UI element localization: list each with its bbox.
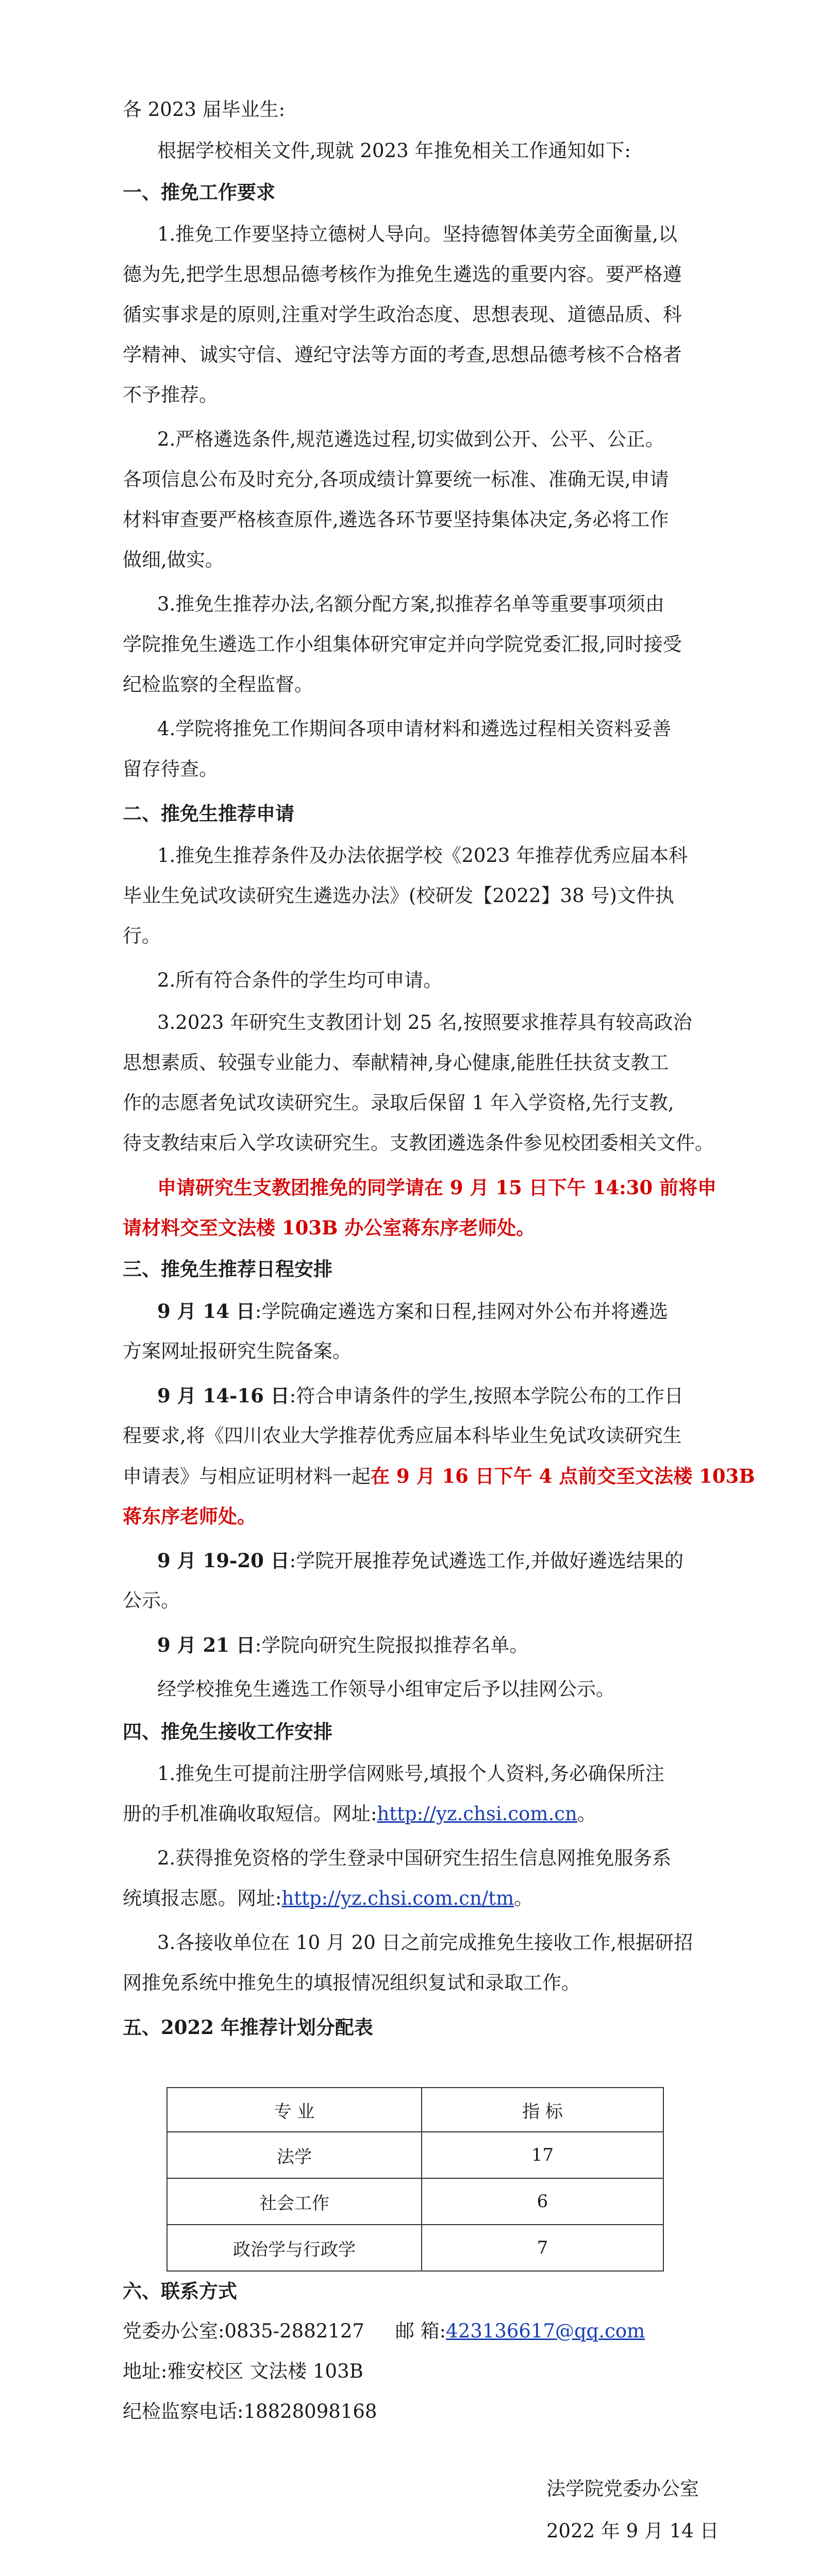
s3-day2-line-3 (123, 1464, 755, 1488)
s3-day4 (157, 1633, 528, 1657)
quota-table (166, 2087, 664, 2272)
s4-p2-line-2 (123, 1887, 533, 1910)
section-5-title: 五、2022 年推荐计划分配表 (123, 2016, 373, 2039)
header-quota: 指 标 (422, 2088, 663, 2132)
s2-red-notice-line-1: 申请研究生支教团推免的同学请在 9 月 15 日下午 14:30 前将申 (157, 1176, 717, 1199)
s1-p2-line-3: 材料审查要严格核查原件,遴选各环节要坚持集体决定,务必将工作 (123, 509, 669, 531)
s1-p1-line-2: 德为先,把学生思想品德考核作为推免生遴选的重要内容。要严格遵 (123, 263, 682, 285)
s1-p1-line-1: 1.推免工作要坚持立德树人导向。坚持德智体美劳全面衡量,以 (157, 223, 678, 245)
s3-day1-date: 9 月 14 日 (157, 1300, 255, 1323)
s1-p4-line-1: 4.学院将推免工作期间各项申请材料和遴选过程相关资料妥善 (157, 718, 672, 740)
intro-paragraph: 根据学校相关文件,现就 2023 年推免相关工作通知如下: (157, 140, 631, 162)
s2-p1-line-3: 行。 (123, 925, 161, 947)
s4-p2-text: 统填报志愿。网址: (123, 1887, 282, 1909)
s1-p2-line-1: 2.严格遴选条件,规范遴选过程,切实做到公开、公平、公正。 (157, 428, 664, 450)
s3-day3-date: 9 月 19-20 日 (157, 1549, 290, 1572)
s4-p1-line-2 (123, 1802, 596, 1826)
quota-cell: 17 (422, 2132, 663, 2178)
s4-p1-end: 。 (577, 1803, 596, 1825)
s3-day2-line-2: 程要求,将《四川农业大学推荐优秀应届本科毕业生免试攻读研究生 (123, 1425, 682, 1447)
s1-p3-line-3: 纪检监察的全程监督。 (123, 673, 313, 696)
office-phone: 党委办公室:0835-2882127 (123, 2320, 364, 2342)
major-cell: 政治学与行政学 (167, 2225, 422, 2271)
s4-p3-line-2: 网推免系统中推免生的填报情况组织复试和录取工作。 (123, 1972, 580, 1994)
s2-p1-line-2: 毕业生免试攻读研究生遴选办法》(校研发【2022】38 号)文件执 (123, 885, 674, 907)
signature-org: 法学院党委办公室 (546, 2478, 699, 2500)
s2-p3-line-3: 作的志愿者免试攻读研究生。录取后保留 1 年入学资格,先行支教, (123, 1092, 674, 1114)
s4-p3-line-1: 3.各接收单位在 10 月 20 日之前完成推免生接收工作,根据研招 (157, 1931, 693, 1954)
quota-cell: 7 (422, 2225, 663, 2271)
section-4-title: 四、推免生接收工作安排 (123, 1720, 332, 1743)
table-row (167, 2225, 663, 2271)
chsi-link[interactable]: http://yz.chsi.com.cn (377, 1803, 577, 1825)
section-1-title: 一、推免工作要求 (123, 181, 275, 204)
chsi-tm-link[interactable]: http://yz.chsi.com.cn/tm (281, 1887, 514, 1909)
s3-day2-line-1 (157, 1384, 683, 1408)
s1-p2-line-4: 做细,做实。 (123, 549, 224, 571)
s4-p2-line-1: 2.获得推免资格的学生登录中国研究生招生信息网推免服务系 (157, 1847, 672, 1869)
email-link[interactable]: 423136617@qq.com (446, 2320, 645, 2342)
s3-day3-line-1 (157, 1549, 683, 1573)
s3-day4-text: :学院向研究生院报拟推荐名单。 (255, 1634, 529, 1656)
s3-day2-date: 9 月 14-16 日 (157, 1384, 290, 1407)
table-row (167, 2132, 663, 2178)
s3-publicity: 经学校推免生遴选工作领导小组审定后予以挂网公示。 (157, 1678, 615, 1700)
quota-cell: 6 (422, 2178, 663, 2225)
s1-p4-line-2: 留存待查。 (123, 758, 218, 780)
s2-p1-line-1: 1.推免生推荐条件及办法依据学校《2023 年推荐优秀应届本科 (157, 844, 688, 867)
s2-p2: 2.所有符合条件的学生均可申请。 (157, 969, 443, 991)
signature-date: 2022 年 9 月 14 日 (546, 2520, 719, 2542)
s3-day3-text: :学院开展推荐免试遴选工作,并做好遴选结果的 (289, 1550, 683, 1572)
s1-p1-line-3: 循实事求是的原则,注重对学生政治态度、思想表现、道德品质、科 (123, 303, 682, 326)
s3-day2-deadline-line-2: 蒋东序老师处。 (123, 1505, 256, 1528)
s3-day1-text: :学院确定遴选方案和日程,挂网对外公布并将遴选 (255, 1300, 669, 1323)
s1-p1-line-5: 不予推荐。 (123, 384, 218, 406)
mail-label: 邮 箱: (395, 2320, 446, 2342)
s2-p3-line-1: 3.2023 年研究生支教团计划 25 名,按照要求推荐具有较高政治 (157, 1011, 692, 1033)
s4-p1-line-1: 1.推免生可提前注册学信网账号,填报个人资料,务必确保所注 (157, 1762, 664, 1785)
table-row (167, 2178, 663, 2225)
s3-day2-text-3: 申请表》与相应证明材料一起 (123, 1465, 371, 1487)
s2-red-notice-line-2: 请材料交至文法楼 103B 办公室蒋东序老师处。 (123, 1216, 536, 1239)
s2-p3-line-4: 待支教结束后入学攻读研究生。支教团遴选条件参见校团委相关文件。 (123, 1132, 714, 1154)
major-cell: 法学 (167, 2132, 422, 2178)
address-line: 地址:雅安校区 文法楼 103B (123, 2360, 363, 2382)
s1-p1-line-4: 学精神、诚实守信、遵纪守法等方面的考查,思想品德考核不合格者 (123, 344, 682, 366)
greeting: 各 2023 届毕业生: (123, 98, 286, 121)
s4-p1-text: 册的手机准确收取短信。网址: (123, 1803, 377, 1825)
discipline-phone: 纪检监察电话:18828098168 (123, 2400, 377, 2422)
contact-line (123, 2319, 645, 2343)
s3-day2-text: :符合申请条件的学生,按照本学院公布的工作日 (289, 1385, 683, 1407)
s3-day1-line-1 (157, 1299, 668, 1324)
header-major: 专 业 (167, 2088, 422, 2132)
s3-day4-date: 9 月 21 日 (157, 1634, 255, 1656)
s1-p3-line-1: 3.推免生推荐办法,名额分配方案,拟推荐名单等重要事项须由 (157, 593, 664, 615)
section-3-title: 三、推免生推荐日程安排 (123, 1258, 332, 1280)
section-2-title: 二、推免生推荐申请 (123, 802, 294, 825)
s4-p2-end: 。 (514, 1887, 533, 1909)
table-header-row (167, 2088, 663, 2132)
s2-p3-line-2: 思想素质、较强专业能力、奉献精神,身心健康,能胜任扶贫支教工 (123, 1052, 669, 1074)
s1-p3-line-2: 学院推免生遴选工作小组集体研究审定并向学院党委汇报,同时接受 (123, 633, 682, 655)
s1-p2-line-2: 各项信息公布及时充分,各项成绩计算要统一标准、准确无误,申请 (123, 468, 669, 490)
major-cell: 社会工作 (167, 2178, 422, 2225)
s3-day1-line-2: 方案网址报研究生院备案。 (123, 1340, 352, 1362)
s3-day2-deadline: 在 9 月 16 日下午 4 点前交至文法楼 103B (371, 1465, 755, 1487)
section-6-title: 六、联系方式 (123, 2280, 237, 2302)
s3-day3-line-2: 公示。 (123, 1589, 180, 1612)
